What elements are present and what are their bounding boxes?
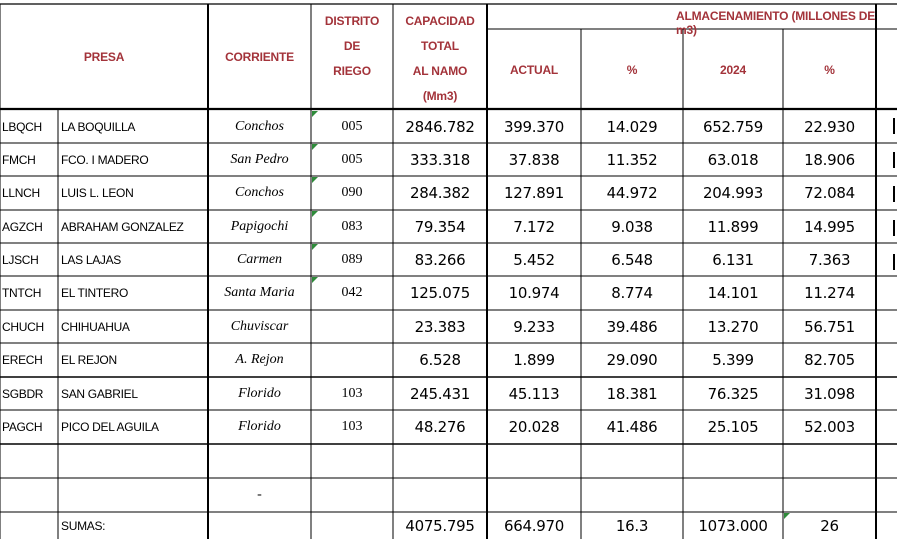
dam-code: ERECH — [2, 353, 43, 367]
clipped-column-edge — [893, 118, 897, 134]
value-y2024: 13.270 — [707, 317, 759, 336]
value-capacidad: 23.383 — [414, 317, 466, 336]
dam-code: LLNCH — [2, 186, 40, 200]
value-actual: 37.838 — [508, 150, 560, 169]
header-distrito-line2: DE — [343, 39, 361, 53]
value-pct-2024 — [783, 478, 876, 512]
totals-label: SUMAS: — [61, 518, 106, 533]
header-capacidad-line1: CAPACIDAD — [405, 14, 475, 28]
river-name: Conchos — [235, 118, 284, 134]
cell-marker-icon — [312, 244, 318, 250]
dam-name: EL TINTERO — [61, 286, 129, 300]
value-capacidad: 83.266 — [414, 250, 466, 269]
irrigation-district: 103 — [341, 385, 363, 401]
value-pct-actual: 14.029 — [606, 117, 658, 136]
river-name: Papigochi — [230, 218, 289, 234]
clipped-column-edge — [893, 186, 897, 202]
irrigation-district: 005 — [341, 118, 363, 134]
value-pct-actual: 18.381 — [606, 384, 658, 403]
dam-name — [61, 478, 207, 512]
value-actual — [487, 444, 581, 478]
total-pct-2024: 26 — [820, 516, 839, 535]
clipped-column-edge — [893, 254, 897, 270]
header-pct-2024: % — [824, 63, 835, 77]
cell-marker-icon — [312, 111, 318, 117]
total-actual: 664.970 — [504, 516, 564, 535]
total-pct-actual: 16.3 — [615, 516, 649, 535]
value-y2024: 6.131 — [712, 250, 754, 269]
value-y2024 — [683, 478, 783, 512]
dam-name: FCO. I MADERO — [61, 152, 149, 167]
river-name: Conchos — [235, 185, 284, 200]
value-pct-2024: 7.363 — [808, 250, 851, 269]
header-distrito-line1: DISTRITO — [324, 14, 380, 28]
dam-name: LAS LAJAS — [61, 252, 122, 267]
value-capacidad — [393, 444, 487, 478]
dam-name: ABRAHAM GONZALEZ — [61, 219, 184, 234]
irrigation-district — [311, 343, 393, 377]
value-pct-actual — [581, 444, 683, 478]
value-capacidad — [393, 478, 487, 512]
value-pct-actual: 9.038 — [611, 217, 653, 236]
value-y2024: 76.325 — [707, 384, 759, 403]
river-name — [208, 444, 311, 478]
value-capacidad: 6.528 — [419, 351, 461, 369]
header-pct-actual: % — [626, 63, 638, 77]
irrigation-district — [311, 478, 393, 512]
value-y2024: 11.899 — [707, 217, 759, 236]
river-name: Carmen — [236, 251, 283, 267]
dam-code: TNTCH — [2, 286, 42, 300]
dam-name: EL REJON — [61, 353, 117, 367]
value-pct-actual: 8.774 — [611, 284, 653, 302]
header-capacidad-line3: AL NAMO — [412, 64, 468, 78]
irrigation-district: 089 — [341, 251, 363, 267]
header-capacidad — [393, 9, 487, 109]
cell-marker-icon — [784, 513, 790, 519]
river-name: A. Rejon — [235, 352, 284, 367]
value-actual: 7.172 — [513, 217, 555, 236]
value-pct-actual: 6.548 — [611, 250, 653, 269]
dam-name: LA BOQUILLA — [61, 119, 136, 134]
value-capacidad: 79.354 — [414, 217, 466, 236]
value-pct-2024: 72.084 — [804, 184, 855, 202]
value-pct-2024: 22.930 — [804, 117, 855, 136]
value-pct-2024: 82.705 — [804, 351, 855, 369]
dam-code: LJSCH — [2, 252, 39, 267]
value-actual: 20.028 — [508, 418, 560, 436]
dam-name: LUIS L. LEON — [61, 186, 134, 200]
value-pct-actual: 29.090 — [606, 351, 658, 369]
dam-name: SAN GABRIEL — [61, 386, 138, 401]
dam-code: PAGCH — [2, 420, 43, 434]
river-name: Florido — [238, 385, 281, 401]
value-y2024: 63.018 — [707, 150, 759, 169]
cell-marker-icon — [312, 277, 318, 283]
cell-marker-icon — [312, 211, 318, 217]
value-actual: 1.899 — [513, 351, 555, 369]
river-name: Santa Maria — [224, 285, 295, 300]
header-actual: ACTUAL — [509, 63, 559, 77]
value-actual: 399.370 — [504, 117, 564, 136]
dam-name: PICO DEL AGUILA — [61, 420, 159, 434]
value-capacidad: 245.431 — [410, 384, 470, 403]
value-pct-actual — [581, 478, 683, 512]
value-capacidad: 284.382 — [410, 184, 470, 202]
dam-code: SGBDR — [2, 386, 44, 401]
header-capacidad-line2: TOTAL — [421, 39, 459, 53]
river-name: - — [257, 487, 262, 502]
irrigation-district: 042 — [341, 285, 363, 300]
total-y2024: 1073.000 — [698, 516, 768, 535]
value-pct-2024: 11.274 — [804, 284, 855, 302]
irrigation-district: 103 — [341, 419, 363, 434]
value-capacidad: 333.318 — [410, 150, 470, 169]
clipped-column-edge — [893, 220, 897, 236]
value-capacidad: 125.075 — [410, 284, 470, 302]
value-capacidad: 48.276 — [414, 418, 466, 436]
value-pct-2024: 18.906 — [804, 150, 855, 169]
irrigation-district — [311, 310, 393, 343]
value-actual: 9.233 — [513, 317, 555, 336]
value-pct-2024: 56.751 — [804, 317, 855, 336]
dam-code — [2, 478, 58, 512]
value-pct-2024: 31.098 — [804, 384, 855, 403]
cell-marker-icon — [312, 144, 318, 150]
irrigation-district: 090 — [341, 185, 363, 200]
value-y2024 — [683, 444, 783, 478]
header-almacenamiento: ALMACENAMIENTO (MILLONES DE m3) — [676, 9, 876, 37]
value-y2024: 25.105 — [707, 418, 759, 436]
irrigation-district: 083 — [341, 218, 363, 234]
value-pct-actual: 41.486 — [606, 418, 658, 436]
value-pct-actual: 11.352 — [606, 150, 658, 169]
dam-code: FMCH — [2, 152, 36, 167]
value-actual: 5.452 — [513, 250, 555, 269]
value-pct-actual: 39.486 — [606, 317, 658, 336]
header-capacidad-line4: (Mm3) — [422, 89, 458, 103]
value-actual: 127.891 — [504, 184, 564, 202]
river-name: Florido — [238, 419, 281, 434]
value-y2024: 14.101 — [707, 284, 759, 302]
value-capacidad: 2846.782 — [405, 117, 475, 136]
dam-code: AGZCH — [2, 219, 43, 234]
value-actual — [487, 478, 581, 512]
dam-name — [61, 444, 207, 478]
irrigation-district: 005 — [341, 151, 363, 167]
irrigation-district — [311, 444, 393, 478]
river-name: San Pedro — [230, 151, 289, 167]
dam-name: CHIHUAHUA — [61, 319, 130, 334]
value-actual: 45.113 — [508, 384, 560, 403]
header-2024: 2024 — [720, 63, 746, 77]
header-presa: PRESA — [83, 50, 125, 64]
header-distrito-line3: RIEGO — [333, 64, 371, 78]
clipped-column-edge — [893, 152, 897, 168]
dam-code: CHUCH — [2, 319, 44, 334]
header-distrito — [311, 9, 393, 84]
value-y2024: 5.399 — [712, 351, 754, 369]
cell-marker-icon — [312, 177, 318, 183]
header-corriente: CORRIENTE — [225, 50, 294, 64]
river-name: Chuviscar — [230, 318, 289, 334]
value-actual: 10.974 — [508, 284, 560, 302]
value-y2024: 652.759 — [703, 117, 763, 136]
value-pct-2024: 14.995 — [804, 217, 855, 236]
value-pct-actual: 44.972 — [606, 184, 658, 202]
value-y2024: 204.993 — [703, 184, 763, 202]
dam-code: LBQCH — [2, 119, 42, 134]
value-pct-2024 — [783, 444, 876, 478]
value-pct-2024: 52.003 — [804, 418, 855, 436]
dam-code — [2, 444, 58, 478]
total-capacidad: 4075.795 — [405, 516, 475, 535]
